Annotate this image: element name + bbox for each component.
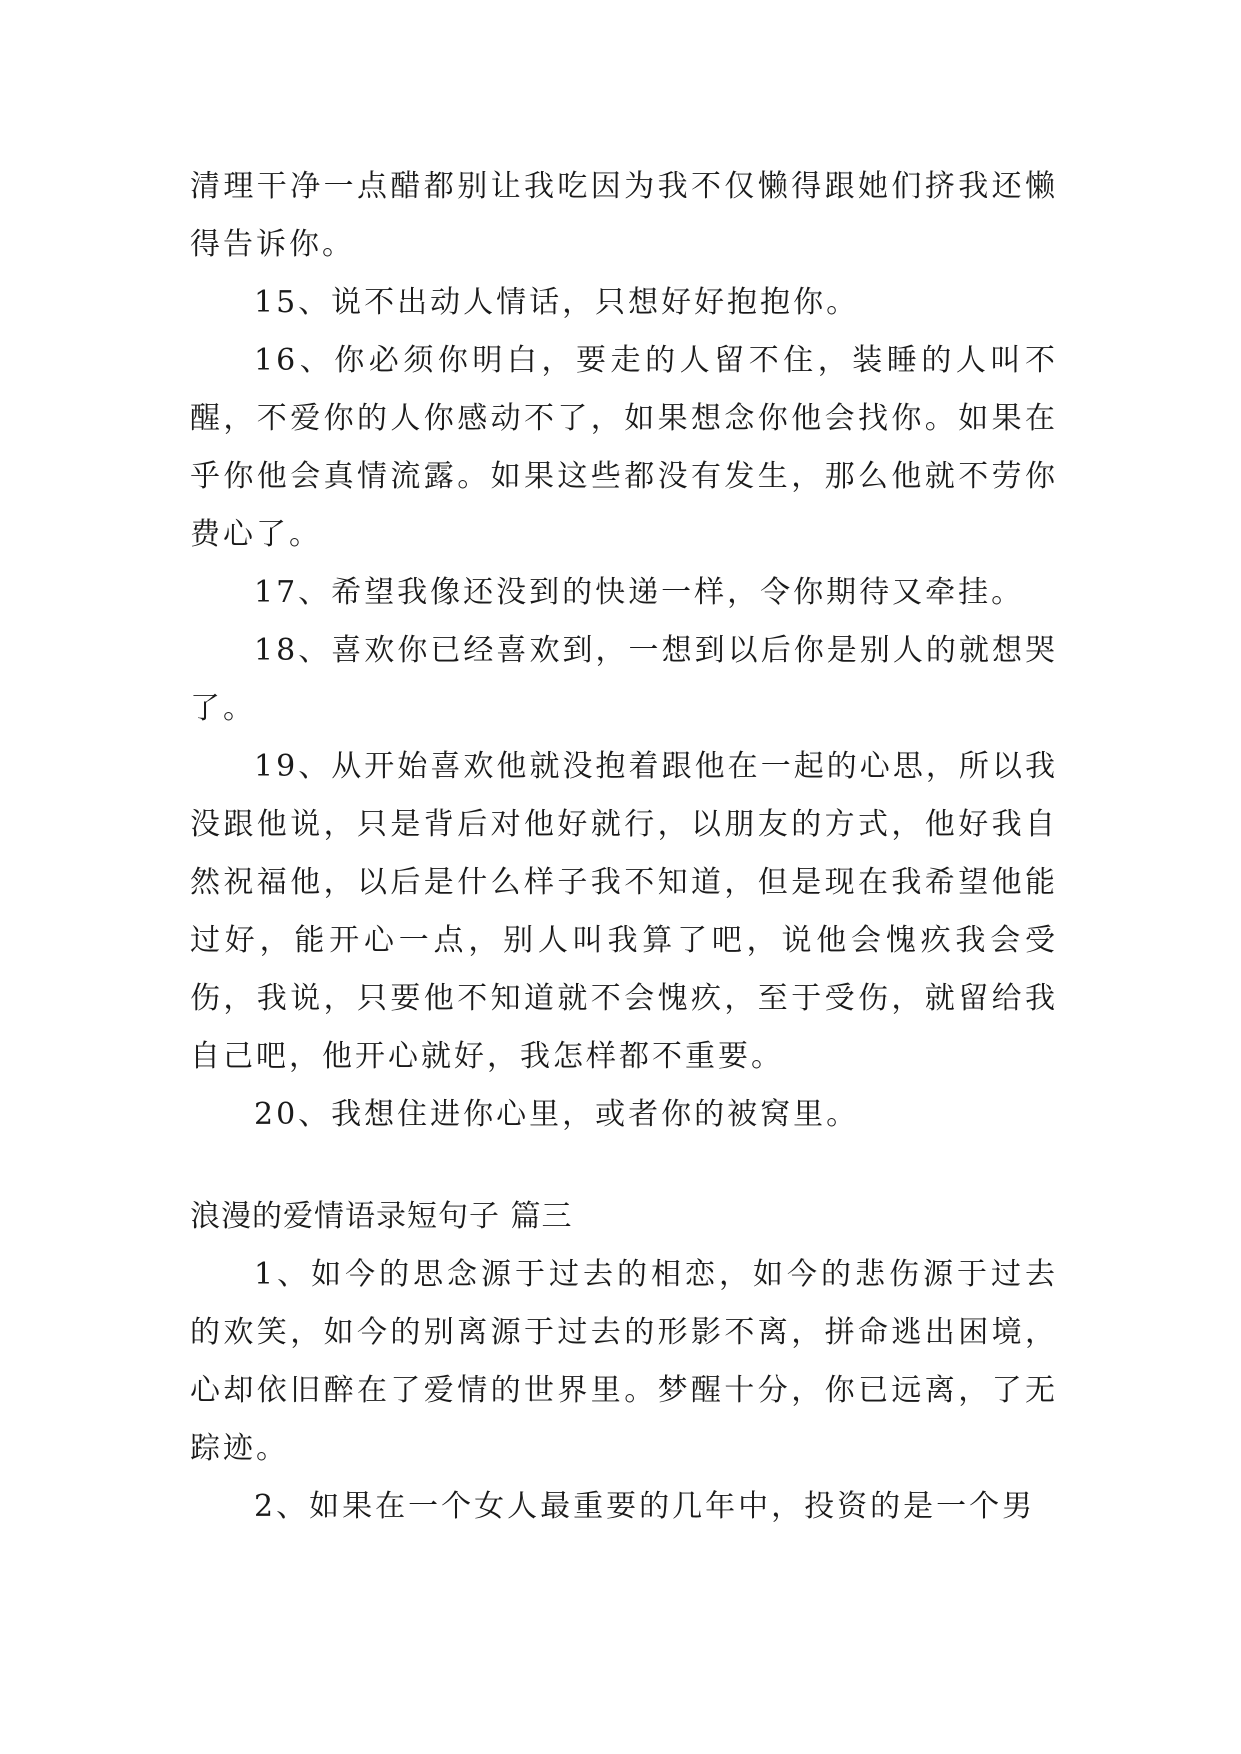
section-spacer [190,1144,1058,1188]
paragraph-16: 16、你必须你明白，要走的人留不住，装睡的人叫不醒，不爱你的人你感动不了，如果想念你他会找你。如果在乎你他会真情流露。如果这些都没有发生，那么他就不劳你费心了。 [190,343,1058,552]
document-page [190,158,1058,1536]
section-heading: 浪漫的爱情语录短句子 篇三 [190,1199,573,1234]
paragraph-20: 20、我想住进你心里，或者你的被窝里。 [254,1097,860,1132]
paragraph-1: 1、如今的思念源于过去的相恋，如今的悲伤源于过去的欢笑，如今的别离源于过去的形影不离，拼命逃出困境，心却依旧醉在了爱情的世界里。梦醒十分，你已远离，了无踪迹。 [190,1257,1058,1466]
paragraph-15: 15、说不出动人情话，只想好好抱抱你。 [254,285,860,320]
paragraph-18: 18、喜欢你已经喜欢到，一想到以后你是别人的就想哭了。 [190,633,1058,726]
paragraph-continuation: 清理干净一点醋都别让我吃因为我不仅懒得跟她们挤我还懒得告诉你。 [190,169,1058,262]
paragraph-19: 19、从开始喜欢他就没抱着跟他在一起的心思，所以我没跟他说，只是背后对他好就行，以朋友的方式，他好我自然祝福他，以后是什么样子我不知道，但是现在我希望他能过好，能开心一点，别人叫我算了吧，说他会愧疚我会受伤，我说，只要他不知道就不会愧疚，至于受伤，就留给我自己吧，他开心就好，我怎样都不重要。 [190,749,1058,1074]
paragraph-2: 2、如果在一个女人最重要的几年中，投资的是一个男 [254,1489,1036,1524]
paragraph-17: 17、希望我像还没到的快递一样，令你期待又牵挂。 [254,575,1025,610]
